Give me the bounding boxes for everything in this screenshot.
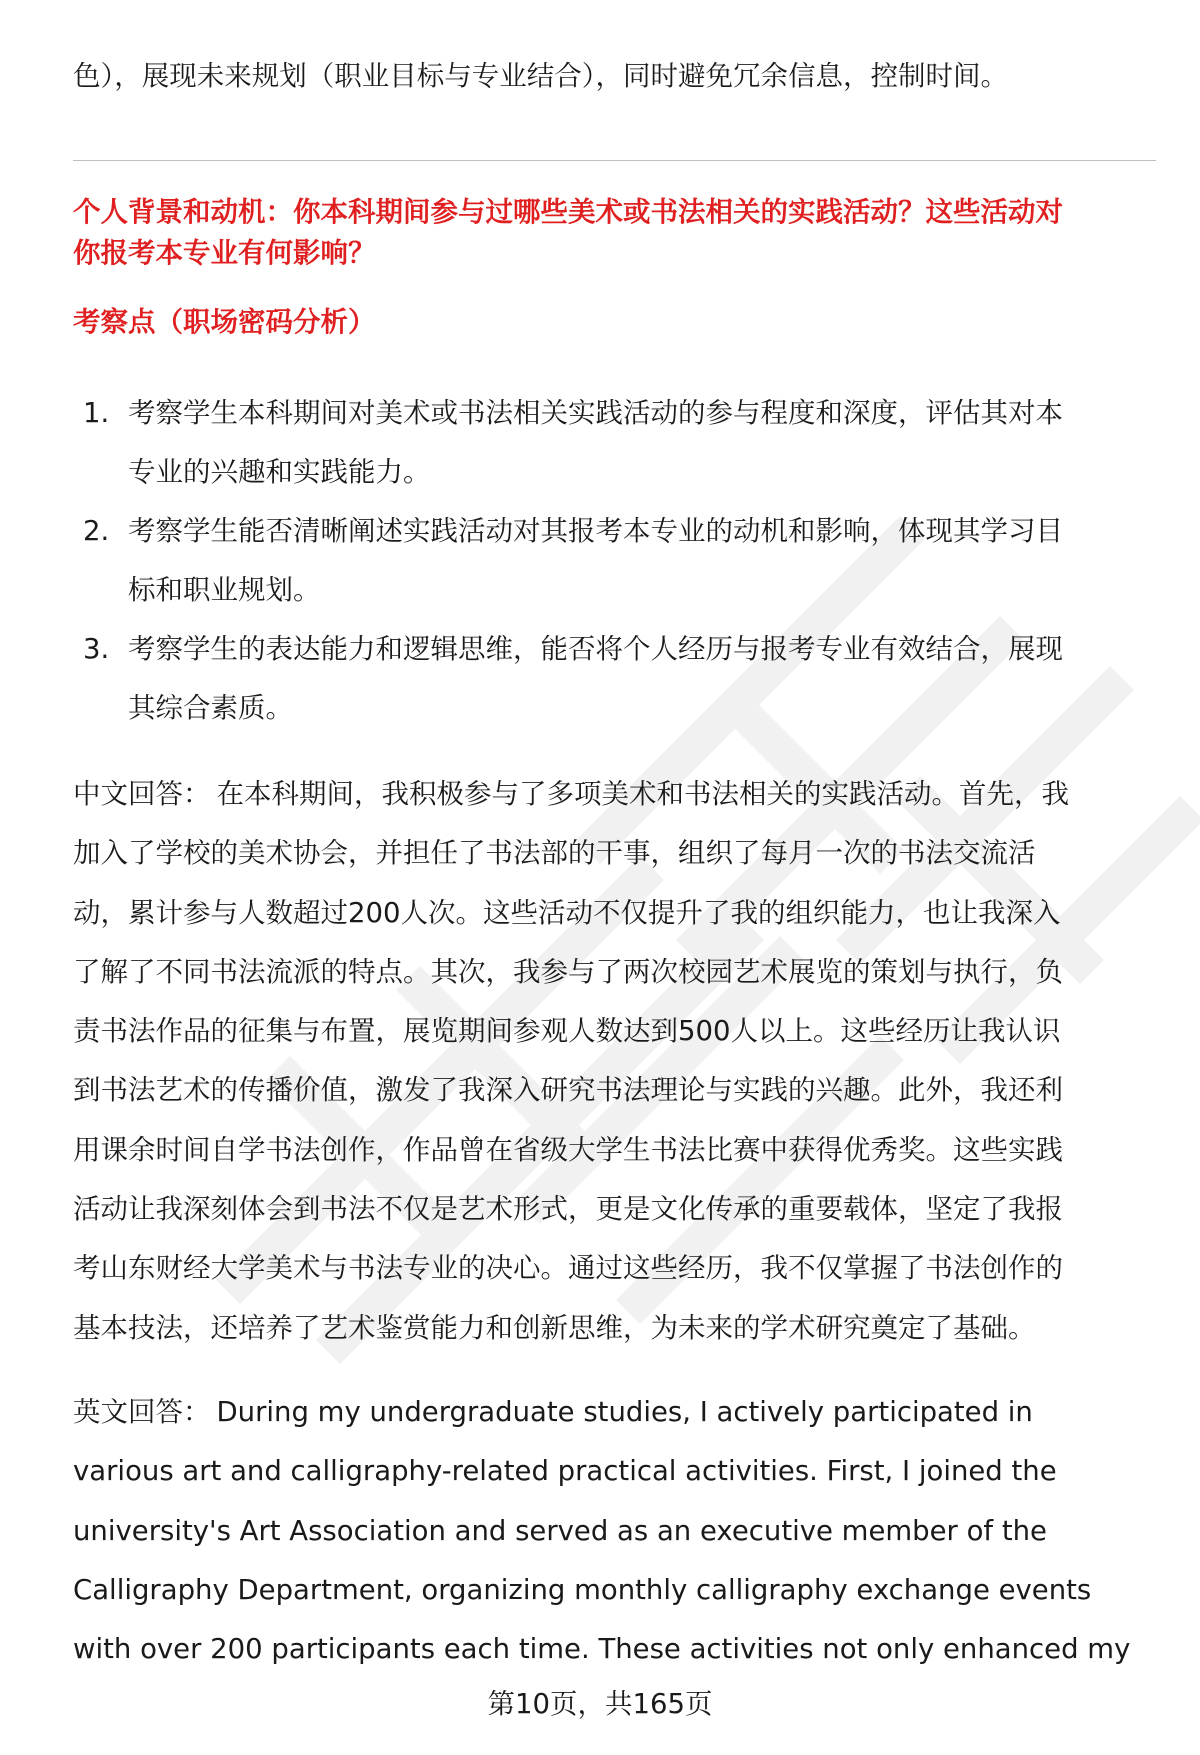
assessment-point xyxy=(83,620,1158,738)
answer-line: with over 200 participants each time. These activities not only enhanced my xyxy=(73,1633,1131,1666)
point-line: 考察学生能否清晰阐述实践活动对其报考本专业的动机和影响，体现其学习目 xyxy=(128,515,1063,547)
answer-line: 动，累计参与人数超过200人次。这些活动不仅提升了我的组织能力，也让我深入 xyxy=(73,896,1061,929)
answer-line: 基本技法，还培养了艺术鉴赏能力和创新思维，为未来的学术研究奠定了基础。 xyxy=(73,1311,1036,1344)
assessment-point xyxy=(83,384,1158,502)
assessment-point xyxy=(83,502,1158,620)
assessment-points xyxy=(83,384,1158,738)
answer-text: 在本科期间，我积极参与了多项美术和书法相关的实践活动。首先，我 xyxy=(216,778,1069,810)
intro-paragraph: 色），展现未来规划（职业目标与专业结合），同时避免冗余信息，控制时间。 xyxy=(73,60,1008,92)
question-line: 个人背景和动机：你本科期间参与过哪些美术或书法相关的实践活动？这些活动对 xyxy=(73,196,1063,228)
answer-line: Calligraphy Department, organizing monthly calligraphy exchange events xyxy=(73,1573,1092,1606)
chinese-answer-label: 中文回答： xyxy=(73,778,211,810)
answer-line xyxy=(73,765,1158,824)
answer-line: 了解了不同书法流派的特点。其次，我参与了两次校园艺术展览的策划与执行，负 xyxy=(73,955,1063,988)
interview-question xyxy=(73,192,1153,274)
point-number: 3. xyxy=(83,633,110,665)
english-answer-label: 英文回答： xyxy=(73,1396,211,1428)
point-line: 考察学生的表达能力和逻辑思维，能否将个人经历与报考专业有效结合，展现 xyxy=(128,633,1063,665)
page-number: 第10页，共165页 xyxy=(487,1688,713,1720)
answer-line: university's Art Association and served as an executive member of the xyxy=(73,1514,1047,1547)
point-line: 专业的兴趣和实践能力。 xyxy=(128,456,431,488)
point-number: 1. xyxy=(83,397,110,429)
point-line: 其综合素质。 xyxy=(128,692,293,724)
answer-line: 加入了学校的美术协会，并担任了书法部的干事，组织了每月一次的书法交流活 xyxy=(73,837,1036,870)
answer-line: 活动让我深刻体会到书法不仅是艺术形式，更是文化传承的重要载体，坚定了我报 xyxy=(73,1193,1063,1226)
answer-line xyxy=(73,1383,1158,1442)
answer-line: 用课余时间自学书法创作，作品曾在省级大学生书法比赛中获得优秀奖。这些实践 xyxy=(73,1133,1063,1166)
answer-line: 到书法艺术的传播价值，激发了我深入研究书法理论与实践的兴趣。此外，我还利 xyxy=(73,1074,1063,1107)
point-number: 2. xyxy=(83,515,110,547)
point-line: 标和职业规划。 xyxy=(128,574,321,606)
point-line: 考察学生本科期间对美术或书法相关实践活动的参与程度和深度，评估其对本 xyxy=(128,397,1063,429)
english-answer xyxy=(73,1383,1158,1679)
question-line: 你报考本专业有何影响？ xyxy=(73,237,376,269)
answer-text: During my undergraduate studies, I actively participated in xyxy=(216,1396,1033,1428)
answer-line: various art and calligraphy-related practical activities. First, I joined the xyxy=(73,1455,1057,1488)
chinese-answer xyxy=(73,765,1158,1358)
section-divider xyxy=(73,160,1156,161)
answer-line: 考山东财经大学美术与书法专业的决心。通过这些经历，我不仅掌握了书法创作的 xyxy=(73,1252,1063,1285)
answer-line: 责书法作品的征集与布置，展览期间参观人数达到500人以上。这些经历让我认识 xyxy=(73,1015,1061,1048)
assessment-heading: 考察点（职场密码分析） xyxy=(73,306,376,338)
